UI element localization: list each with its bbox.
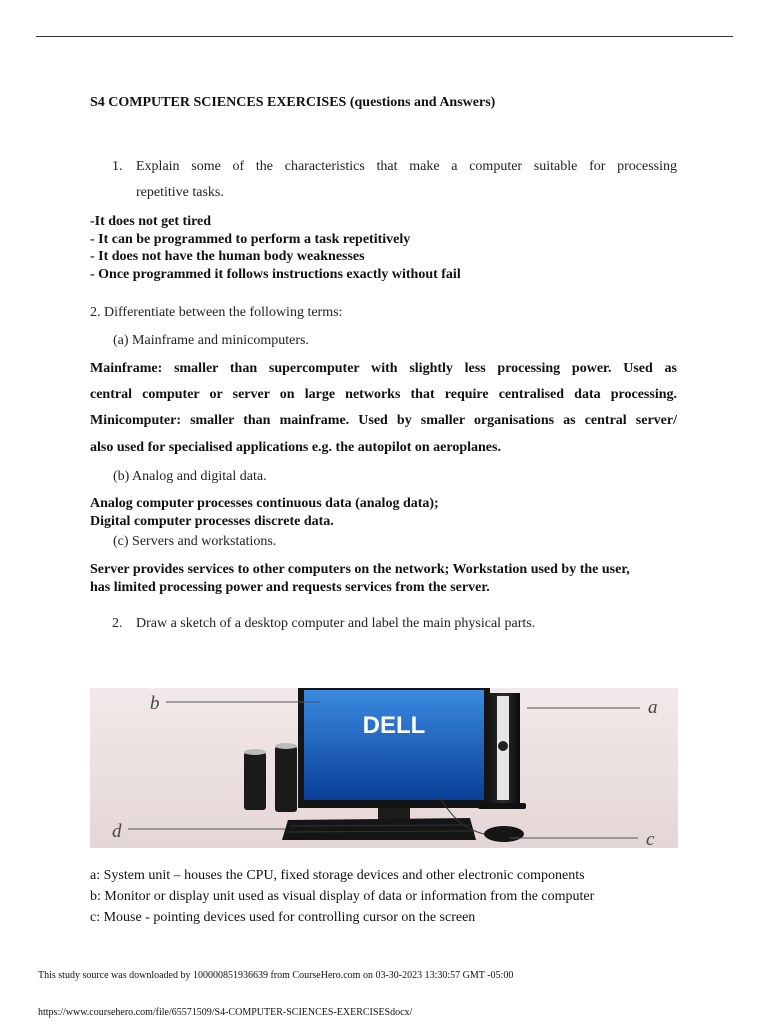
answer-2c-line: Server provides services to other computers on the network; Workstation used by the user,: [90, 562, 630, 577]
monitor-brand-logo: DELL: [362, 712, 426, 739]
caption-item: b: Monitor or display unit used as visual display of data or information from the computer: [90, 889, 595, 904]
question-2c-label: (c) Servers and workstations.: [113, 534, 277, 549]
keyboard-graphic: [282, 818, 476, 840]
answer-2a-line: central computer or server on large networks that require centralised data processing.: [90, 387, 677, 402]
question-2-prompt: 2. Differentiate between the following terms:: [90, 305, 343, 320]
question-3-number: 2.: [112, 616, 123, 631]
speakers-graphic: [244, 743, 297, 812]
mouse-graphic: [484, 826, 524, 842]
answer-2a-line: also used for specialised applications e.g. the autopilot on aeroplanes.: [90, 440, 501, 455]
callout-label-c: c: [646, 829, 655, 848]
monitor-graphic: [298, 688, 490, 828]
answer-2b-line: Digital computer processes discrete data.: [90, 514, 334, 529]
answer-2c-line: has limited processing power and requests services from the server.: [90, 580, 490, 595]
answer-1-item: - It can be programmed to perform a task repetitively: [90, 232, 411, 247]
caption-item: c: Mouse - pointing devices used for controlling cursor on the screen: [90, 910, 476, 925]
source-url[interactable]: https://www.coursehero.com/file/65571509/S4-COMPUTER-SCIENCES-EXERCISESdocx/: [38, 1007, 413, 1018]
question-2b-label: (b) Analog and digital data.: [113, 469, 267, 484]
desktop-computer-figure: [90, 688, 678, 848]
desktop-computer-illustration: [90, 688, 678, 848]
answer-2a-line: Minicomputer: smaller than mainframe. Used by smaller organisations as central server/: [90, 413, 677, 428]
callout-label-d: d: [112, 821, 122, 842]
answer-1-item: -It does not get tired: [90, 214, 212, 229]
question-3-text: Draw a sketch of a desktop computer and label the main physical parts.: [136, 616, 536, 631]
question-1-number: 1.: [112, 159, 123, 174]
answer-1-item: - Once programmed it follows instructions exactly without fail: [90, 267, 461, 282]
question-2a-label: (a) Mainframe and minicomputers.: [113, 333, 309, 348]
header-rule: [36, 36, 733, 37]
answer-2a-line: Mainframe: smaller than supercomputer with slightly less processing power. Used as: [90, 361, 677, 376]
question-1-line-1: Explain some of the characteristics that make a computer suitable for processing: [136, 159, 677, 174]
document-title: S4 COMPUTER SCIENCES EXERCISES (questions and Answers): [90, 95, 496, 110]
callout-label-a: a: [648, 697, 658, 718]
download-notice: This study source was downloaded by 100000851936639 from CourseHero.com on 03-30-2023 13:30:57 GMT -05:00: [38, 970, 514, 981]
caption-item: a: System unit – houses the CPU, fixed storage devices and other electronic components: [90, 868, 585, 883]
answer-1-item: - It does not have the human body weaknesses: [90, 249, 365, 264]
question-1-line-2: repetitive tasks.: [136, 185, 224, 200]
answer-2b-line: Analog computer processes continuous data (analog data);: [90, 496, 439, 511]
callout-label-b: b: [150, 693, 160, 714]
